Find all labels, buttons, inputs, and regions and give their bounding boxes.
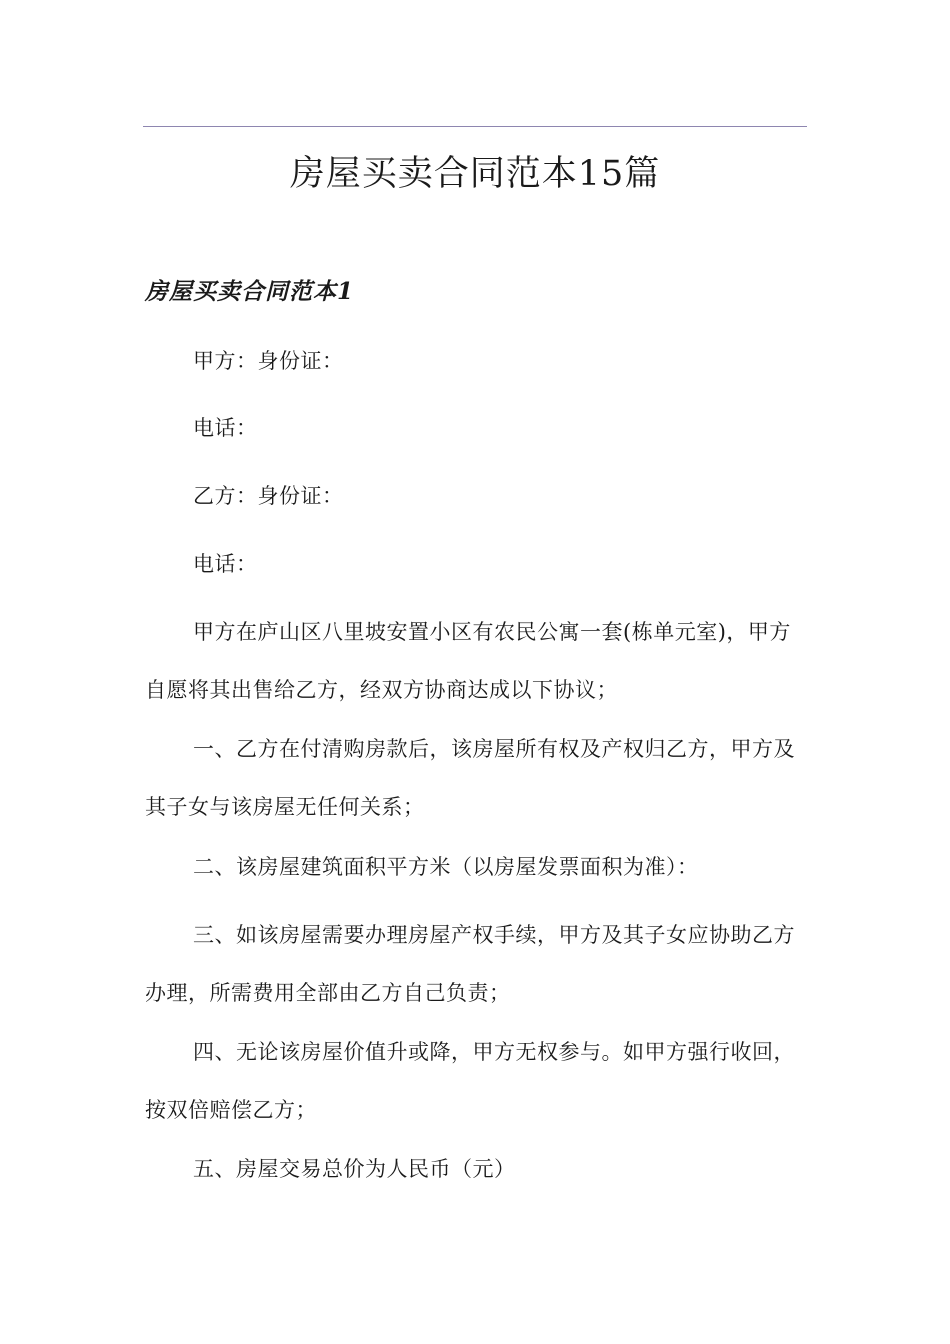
clause-4: 四、无论该房屋价值升或降，甲方无权参与。如甲方强行收回，按双倍赔偿乙方； xyxy=(145,1040,795,1122)
section-heading: 房屋买卖合同范本1 xyxy=(145,278,355,305)
document-title: 房屋买卖合同范本15篇 xyxy=(289,154,661,194)
clause-3: 三、如该房屋需要办理房屋产权手续，甲方及其子女应协助乙方办理，所需费用全部由乙方自己负责； xyxy=(145,923,795,1005)
party-a-phone-line: 电话： xyxy=(193,416,258,440)
party-b-id-line: 乙方：身份证： xyxy=(193,484,344,508)
party-a-id-line: 甲方：身份证： xyxy=(193,349,344,373)
intro-paragraph: 甲方在庐山区八里坡安置小区有农民公寓一套(栋单元室)，甲方自愿将其出售给乙方，经双方协商达成以下协议； xyxy=(145,620,791,702)
clause-5: 五、房屋交易总价为人民币（元） xyxy=(193,1157,516,1181)
party-b-phone-line: 电话： xyxy=(193,552,258,576)
clause-1: 一、乙方在付清购房款后，该房屋所有权及产权归乙方，甲方及其子女与该房屋无任何关系； xyxy=(145,737,795,819)
clause-2: 二、该房屋建筑面积平方米（以房屋发票面积为准）： xyxy=(193,855,699,879)
header-divider xyxy=(143,126,807,127)
